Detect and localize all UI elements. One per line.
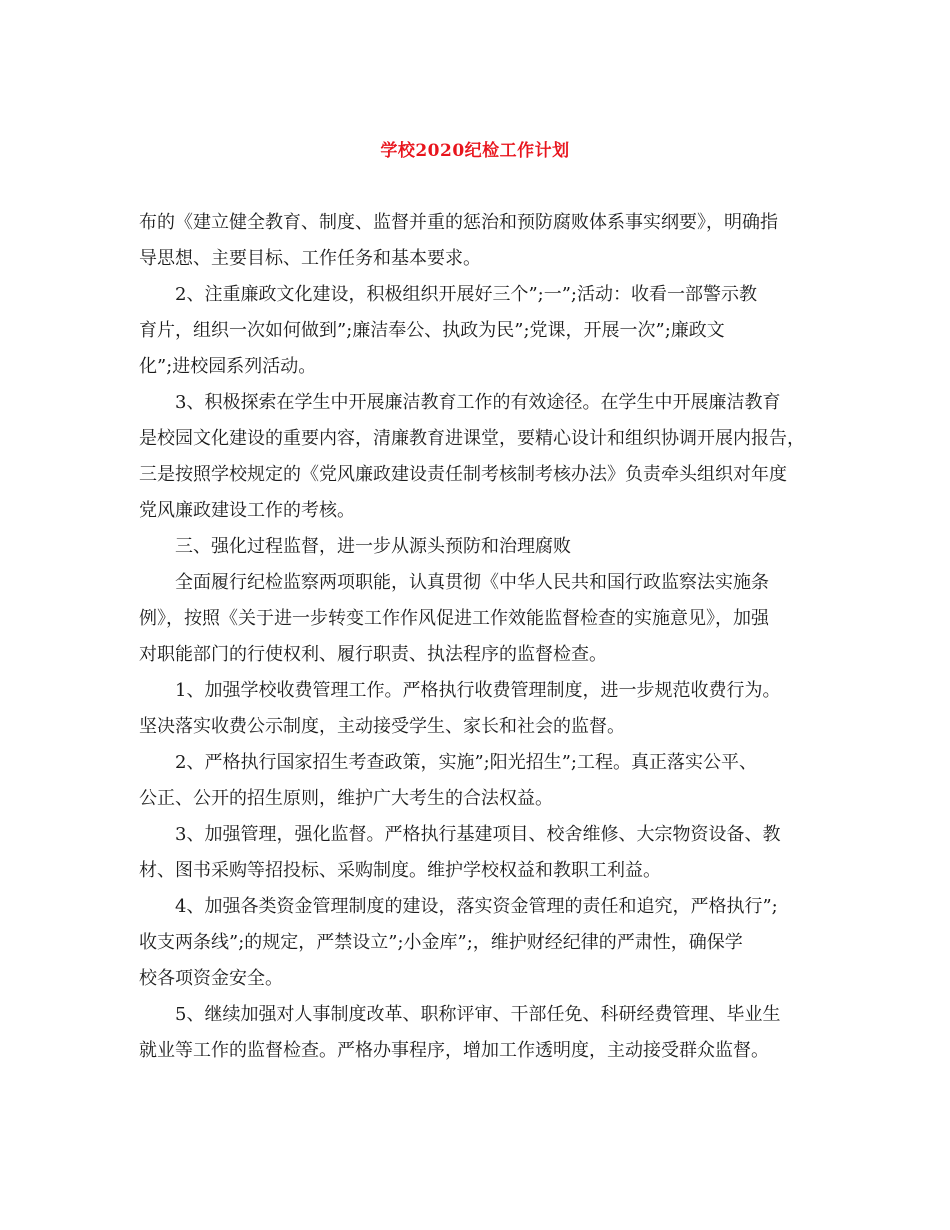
text-line: 化”;进校园系列活动。 [139,356,317,377]
document-title: 学校2020纪检工作计划 [380,141,570,161]
text-line: 3、积极探索在学生中开展廉洁教育工作的有效途径。在学生中开展廉洁教育 [175,392,781,413]
text-line: 4、加强各类资金管理制度的建设，落实资金管理的责任和追究，严格执行”; [175,896,778,917]
section-heading: 三、强化过程监督，进一步从源头预防和治理腐败 [175,536,571,557]
text-line: 例》，按照《关于进一步转变工作作风促进工作效能监督检查的实施意见》，加强 [139,608,769,629]
text-line: 是校园文化建设的重要内容，清廉教育进课堂，要精心设计和组织协调开展内报告， [139,428,805,449]
text-line: 布的《建立健全教育、制度、监督并重的惩治和预防腐败体系事实纲要》，明确指 [139,212,778,233]
text-line: 2、注重廉政文化建设，积极组织开展好三个”;一”;活动：收看一部警示教 [175,284,757,305]
text-line: 3、加强管理，强化监督。严格执行基建项目、校舍维修、大宗物资设备、教 [175,824,781,845]
document-body [139,205,815,1069]
text-line: 2、严格执行国家招生考查政策，实施”;阳光招生”;工程。真正落实公平、 [175,752,757,773]
text-line: 全面履行纪检监察两项职能，认真贯彻《中华人民共和国行政监察法实施条 [175,572,769,593]
text-line: 坚决落实收费公示制度，主动接受学生、家长和社会的监督。 [139,716,625,737]
text-line: 收支两条线”;的规定，严禁设立”;小金库”;，维护财经纪律的严肃性，确保学 [139,932,743,953]
text-line: 材、图书采购等招投标、采购制度。维护学校权益和教职工利益。 [139,860,661,881]
text-line: 1、加强学校收费管理工作。严格执行收费管理制度，进一步规范收费行为。 [175,680,781,701]
text-line: 对职能部门的行使权利、履行职责、执法程序的监督检查。 [139,644,607,665]
text-line: 公正、公开的招生原则，维护广大考生的合法权益。 [139,788,553,809]
text-line: 导思想、主要目标、工作任务和基本要求。 [139,248,481,269]
text-line: 三是按照学校规定的《党风廉政建设责任制考核制考核办法》负责牵头组织对年度 [139,464,787,485]
text-line: 就业等工作的监督检查。严格办事程序，增加工作透明度，主动接受群众监督。 [139,1040,769,1061]
text-line: 校各项资金安全。 [139,968,283,989]
text-line: 党风廉政建设工作的考核。 [139,500,355,521]
text-line: 5、继续加强对人事制度改革、职称评审、干部任免、科研经费管理、毕业生 [175,1004,781,1025]
text-line: 育片，组织一次如何做到”;廉洁奉公、执政为民”;党课，开展一次”;廉政文 [139,320,725,341]
